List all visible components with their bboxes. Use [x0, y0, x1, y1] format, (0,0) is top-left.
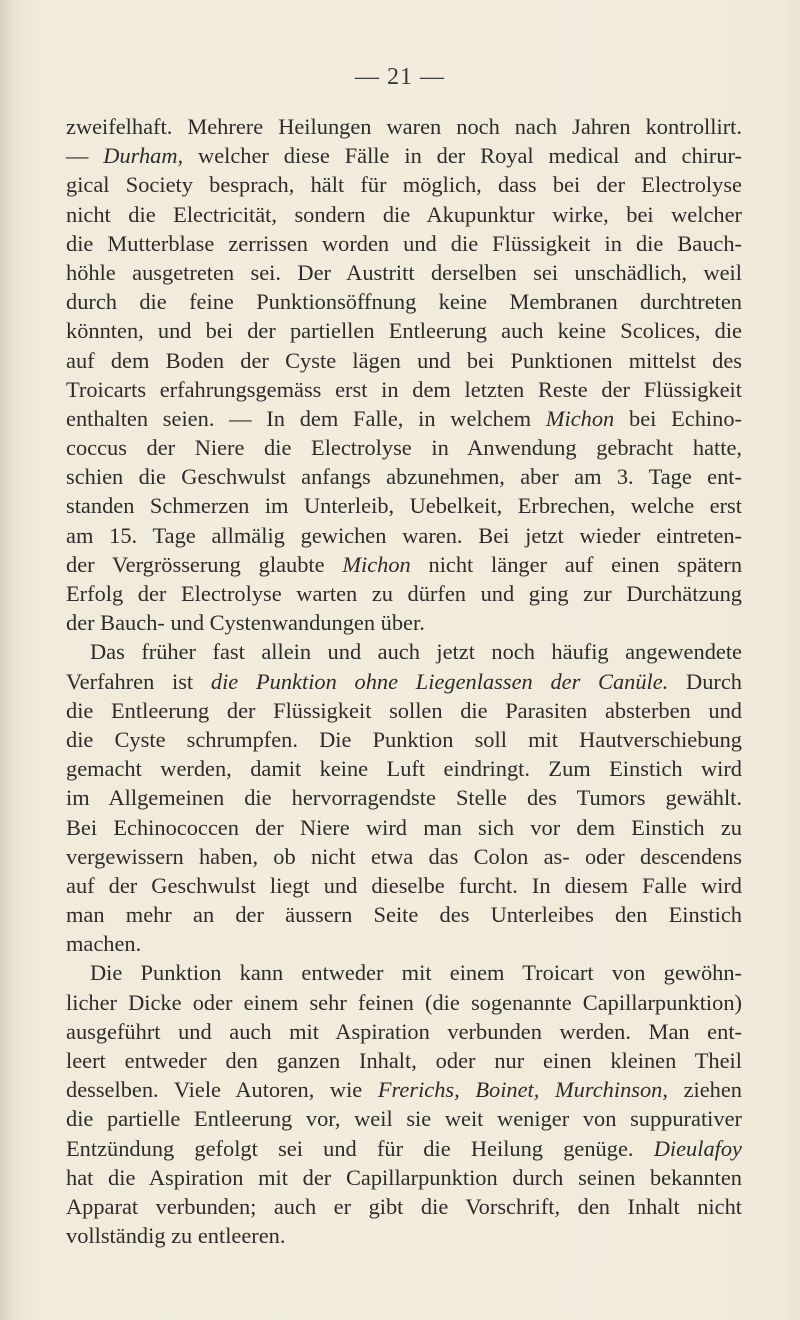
text-line: Troicarts erfahrungsgemäss erst in dem letzten Reste der Flüssigkeit	[66, 376, 742, 402]
italic-name: Michon	[342, 551, 411, 577]
text-line: hat die Aspiration mit der Capillarpunktion durch seinen bekannten	[66, 1164, 742, 1190]
text-line: der Vergrösserung glaubte Michon nicht länger auf einen spätern	[66, 551, 743, 577]
italic-name: Durham,	[103, 143, 184, 169]
text-line: die Mutterblase zerrissen worden und die Flüssigkeit in die Bauch-	[66, 230, 742, 256]
text-line: vollständig zu entleeren.	[66, 1223, 286, 1249]
italic-name: Michon	[545, 405, 615, 431]
body-text	[66, 112, 742, 1250]
text-line: durch die feine Punktionsöffnung keine Membranen durchtreten	[66, 289, 742, 315]
italic-name: Dieulafoy	[653, 1135, 742, 1161]
text-line: machen.	[66, 931, 142, 957]
text-line: schien die Geschwulst anfangs abzunehmen, aber am 3. Tage ent-	[66, 464, 742, 490]
text-line: licher Dicke oder einem sehr feinen (die sogenannte Capillarpunktion)	[66, 989, 742, 1015]
page-number: — 21 —	[355, 64, 445, 90]
text-line: die Entleerung der Flüssigkeit sollen die Parasiten absterben und	[66, 697, 742, 723]
text-line: nicht die Electricität, sondern die Akupunktur wirke, bei welcher	[66, 201, 742, 227]
text-line: höhle ausgetreten sei. Der Austritt derselben sei unschädlich, weil	[66, 259, 742, 285]
text-line: zweifelhaft. Mehrere Heilungen waren noch nach Jahren kontrollirt.	[66, 114, 742, 139]
text-line: die Cyste schrumpfen. Die Punktion soll mit Hautverschiebung	[66, 726, 742, 752]
text-line: Entzündung gefolgt sei und für die Heilung genüge. Dieulafoy	[66, 1135, 742, 1161]
text-line: Bei Echinococcen der Niere wird man sich vor dem Einstich zu	[66, 814, 742, 840]
text-line: auf der Geschwulst liegt und dieselbe furcht. In diesem Falle wird	[66, 872, 742, 898]
text-line: am 15. Tage allmälig gewichen waren. Bei jetzt wieder eintreten-	[66, 522, 742, 548]
text-line: Das früher fast allein und auch jetzt noch häufig angewendete	[90, 639, 742, 665]
text-line: man mehr an der äussern Seite des Unterleibes den Einstich	[66, 902, 742, 928]
text-line: auf dem Boden der Cyste lägen und bei Punktionen mittelst des	[66, 347, 742, 373]
text-line: leert entweder den ganzen Inhalt, oder nur einen kleinen Theil	[66, 1048, 742, 1073]
text-line: Apparat verbunden; auch er gibt die Vorschrift, den Inhalt nicht	[66, 1193, 742, 1219]
text-line: die partielle Entleerung vor, weil sie weit weniger von suppurativer	[66, 1106, 742, 1132]
text-line: könnten, und bei der partiellen Entleerung auch keine Scolices, die	[66, 318, 742, 344]
text-line: enthalten seien. — In dem Falle, in welchem Michon bei Echino-	[66, 405, 742, 431]
text-line: der Bauch- und Cystenwandungen über.	[66, 610, 425, 636]
text-line: coccus der Niere die Electrolyse in Anwendung gebracht hatte,	[66, 435, 742, 461]
text-line: Erfolg der Electrolyse warten zu dürfen und ging zur Durchätzung	[66, 581, 742, 606]
italic-name: Frerichs, Boinet, Murchinson,	[377, 1077, 668, 1103]
text-line: im Allgemeinen die hervorragendste Stelle des Tumors gewählt.	[66, 785, 742, 811]
text-line: gemacht werden, damit keine Luft eindringt. Zum Einstich wird	[66, 756, 742, 782]
text-line: — Durham, welcher diese Fälle in der Royal medical and chirur-	[66, 143, 742, 169]
text-line: gical Society besprach, hält für möglich, dass bei der Electrolyse	[66, 172, 742, 198]
text-line: standen Schmerzen im Unterleib, Uebelkeit, Erbrechen, welche erst	[66, 493, 742, 519]
text-line: Verfahren ist die Punktion ohne Liegenlassen der Canüle. Durch	[66, 668, 742, 694]
text-line: vergewissern haben, ob nicht etwa das Colon as- oder descendens	[66, 843, 742, 869]
italic-name: die Punktion ohne Liegenlassen der Canüle.	[210, 668, 669, 694]
text-line: desselben. Viele Autoren, wie Frerichs, Boinet, Murchinson, ziehen	[66, 1077, 742, 1103]
text-line: Die Punktion kann entweder mit einem Troicart von gewöhn-	[90, 960, 742, 986]
text-line: ausgeführt und auch mit Aspiration verbunden werden. Man ent-	[66, 1018, 742, 1044]
